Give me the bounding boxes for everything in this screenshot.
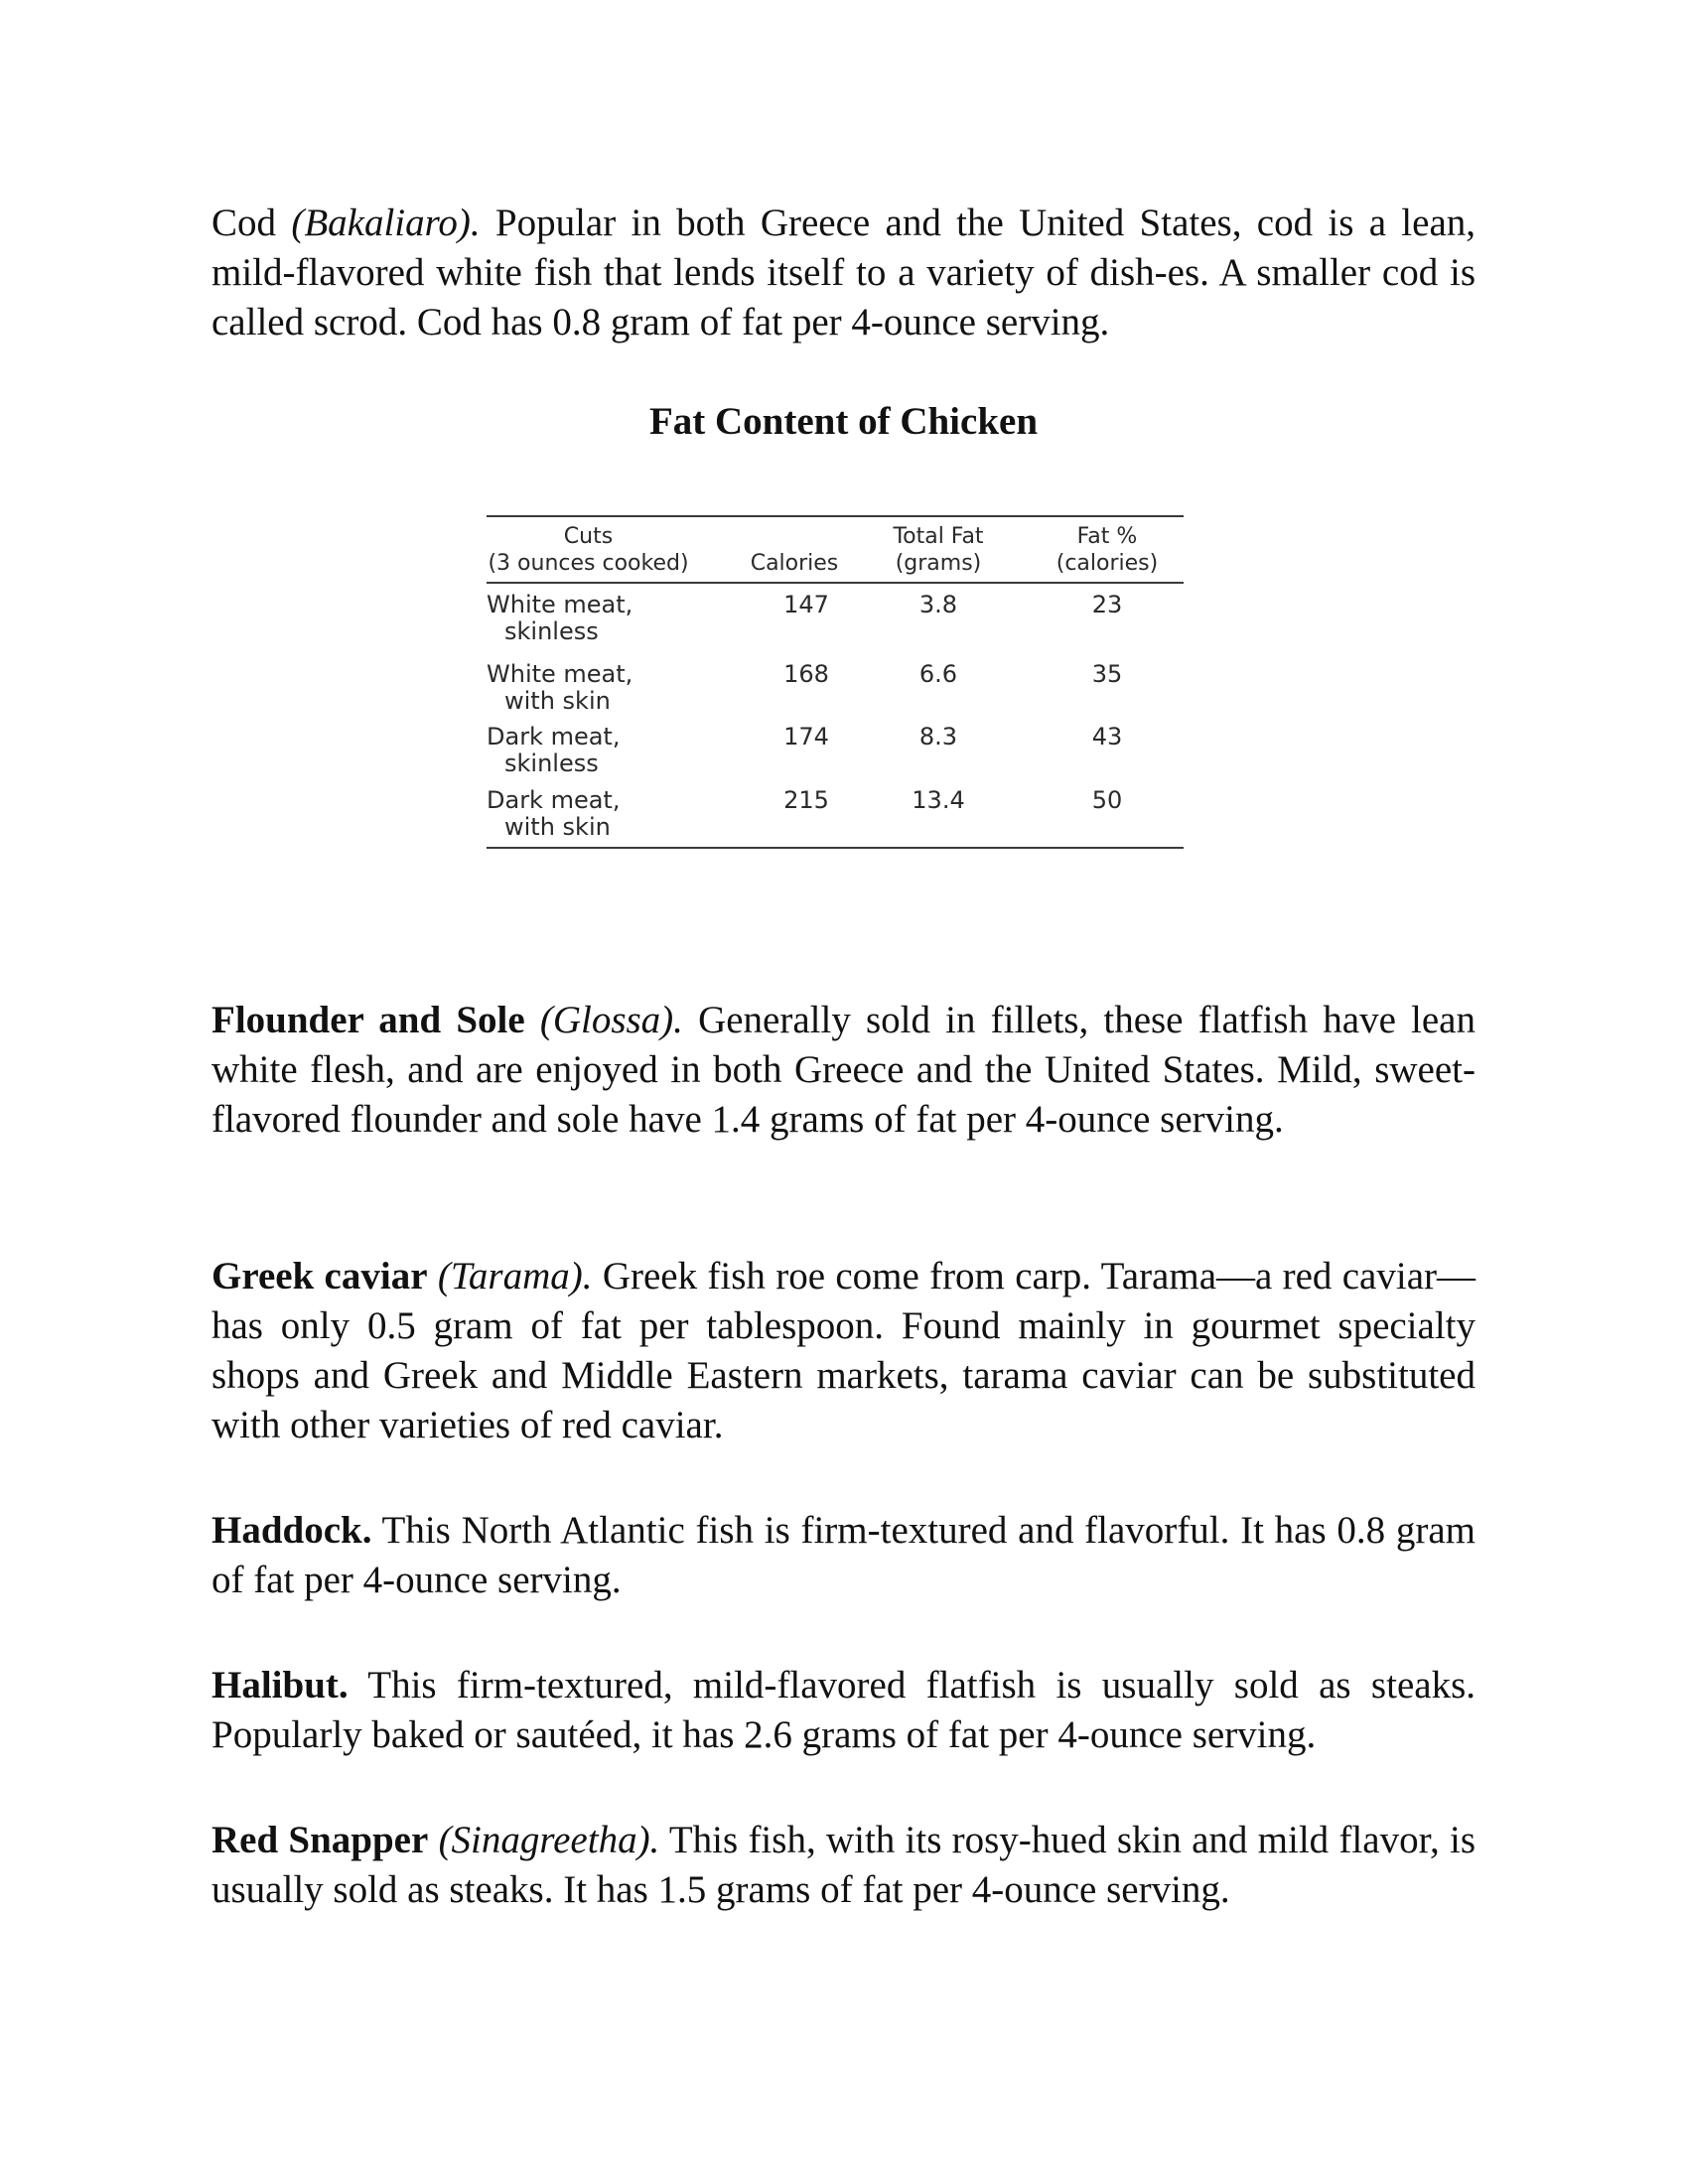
header-fat-line1: Total Fat bbox=[893, 524, 984, 549]
paragraph-halibut bbox=[211, 1661, 1476, 1760]
cell-calories: 168 bbox=[783, 660, 829, 688]
table-row-cut bbox=[487, 787, 620, 841]
cell-calories: 174 bbox=[783, 723, 829, 751]
table-title: Fat Content of Chicken bbox=[648, 400, 1039, 443]
table-row-cut bbox=[487, 661, 633, 715]
cell-total-fat: 6.6 bbox=[918, 660, 958, 688]
cut-label: White meat, bbox=[487, 660, 633, 688]
cut-sublabel: skinless bbox=[504, 617, 599, 645]
header-pct-line2: (calories) bbox=[1055, 551, 1159, 576]
paragraph-haddock bbox=[211, 1506, 1476, 1605]
header-cuts-line2: (3 ounces cooked) bbox=[488, 551, 689, 576]
cut-sublabel: with skin bbox=[504, 687, 611, 715]
cut-sublabel: skinless bbox=[504, 750, 599, 777]
table-row-cut bbox=[487, 592, 633, 645]
paragraph-text: Generally sold in fillets, these flatfish have lean white flesh, and are enjoyed in both Greece and the United States. Mild, sweet-flavored flounder and sole have 1.4 grams of fat per 4-ounce serving. bbox=[211, 999, 1476, 1141]
cell-total-fat: 13.4 bbox=[912, 786, 965, 814]
cell-total-fat: 8.3 bbox=[918, 723, 958, 751]
paragraph-text: This firm-textured, mild-flavored flatfish is usually sold as steaks. Popularly baked or sautéed, it has 2.6 grams of fat per 4-ounce serving. bbox=[211, 1664, 1476, 1756]
fish-name: Halibut. bbox=[211, 1664, 349, 1706]
greek-name: (Glossa). bbox=[539, 999, 683, 1041]
fish-name: Greek caviar bbox=[211, 1255, 428, 1297]
fish-name: Haddock. bbox=[211, 1509, 372, 1552]
paragraph-cod bbox=[211, 199, 1476, 347]
cut-label: Dark meat, bbox=[487, 786, 621, 814]
table-header-rule bbox=[487, 582, 1184, 584]
paragraph-flounder bbox=[211, 996, 1476, 1145]
cell-calories: 147 bbox=[783, 591, 829, 618]
paragraph-red-snapper bbox=[211, 1816, 1476, 1915]
header-cuts bbox=[487, 523, 690, 577]
cut-label: Dark meat, bbox=[487, 723, 621, 751]
cell-fat-percent: 35 bbox=[1091, 660, 1123, 688]
header-pct-line1: Fat % bbox=[1076, 524, 1138, 549]
header-total-fat bbox=[874, 523, 1003, 577]
greek-name: (Bakaliaro). bbox=[291, 202, 481, 244]
cell-fat-percent: 50 bbox=[1091, 786, 1123, 814]
paragraph-text: This fish, with its rosy-hued skin and mild flavor, is usually sold as steaks. It has 1.5 grams of fat per 4-ounce serving. bbox=[211, 1819, 1477, 1911]
paragraph-text: Greek fish roe come from carp. Tarama—a red caviar—has only 0.5 gram of fat per tablespoon. Found mainly in gourmet specialty shops and Greek and Middle Eastern markets, tarama caviar can be substituted with other varieties of red caviar. bbox=[211, 1255, 1476, 1446]
cell-fat-percent: 23 bbox=[1091, 591, 1123, 618]
paragraph-text: Popular in both Greece and the United States, cod is a lean, mild-flavored white fish that lends itself to a variety of dish-es. A smaller cod is called scrod. Cod has 0.8 gram of fat per 4-ounce serving. bbox=[211, 202, 1477, 343]
paragraph-greek-caviar bbox=[211, 1252, 1476, 1450]
cell-fat-percent: 43 bbox=[1091, 723, 1123, 751]
table-top-rule bbox=[487, 515, 1184, 517]
cut-label: White meat, bbox=[487, 591, 633, 618]
header-fat-line2: (grams) bbox=[895, 551, 982, 576]
table-bottom-rule bbox=[487, 847, 1184, 849]
cut-sublabel: with skin bbox=[504, 813, 611, 841]
greek-name: (Sinagreetha). bbox=[438, 1819, 660, 1861]
header-calories: Calories bbox=[750, 551, 839, 576]
fish-name: Flounder and Sole bbox=[211, 999, 525, 1041]
header-cuts-line1: Cuts bbox=[563, 524, 614, 549]
table-row-cut bbox=[487, 724, 620, 777]
cell-total-fat: 3.8 bbox=[918, 591, 958, 618]
greek-name: (Tarama). bbox=[437, 1255, 593, 1297]
fish-name: Cod bbox=[211, 202, 277, 244]
cell-calories: 215 bbox=[783, 786, 829, 814]
paragraph-text: This North Atlantic fish is firm-textured and flavorful. It has 0.8 gram of fat per 4-ounce serving. bbox=[211, 1509, 1476, 1601]
header-fat-percent bbox=[1043, 523, 1172, 577]
fish-name: Red Snapper bbox=[211, 1819, 429, 1861]
